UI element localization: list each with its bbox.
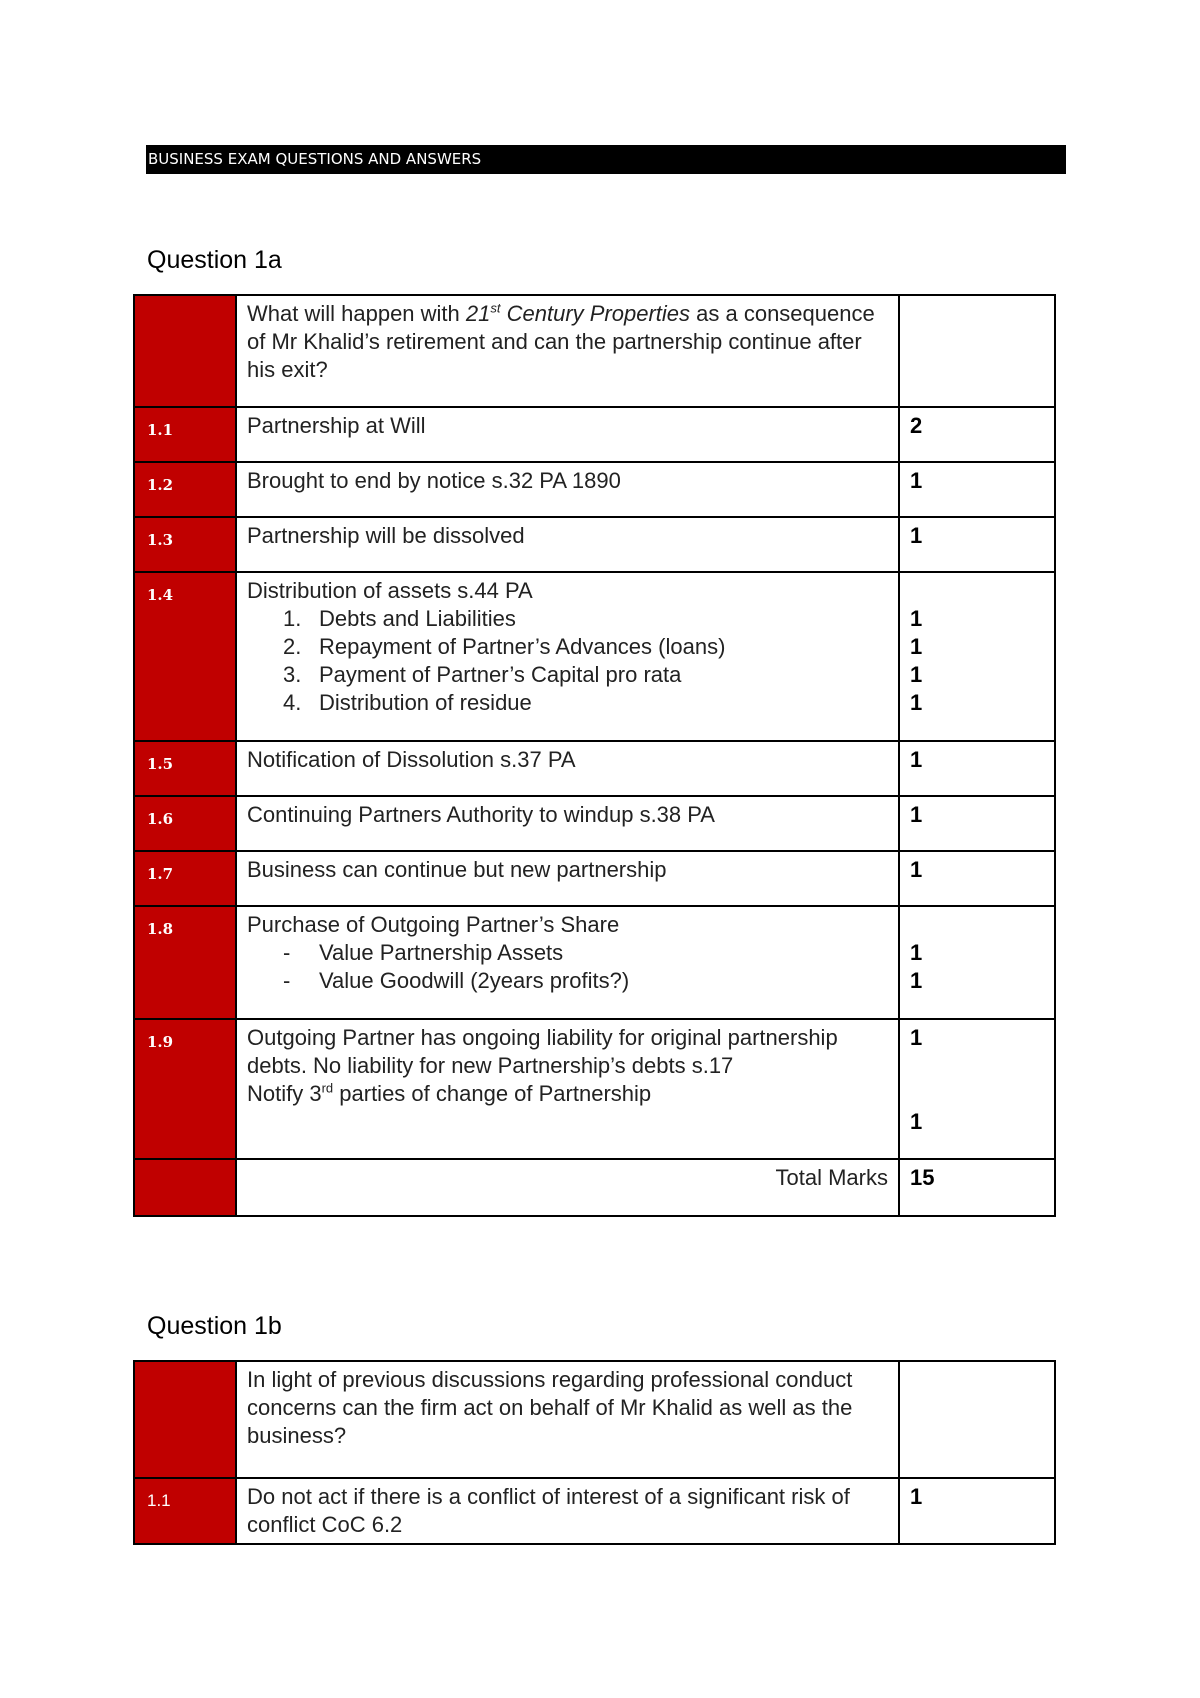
row-number: 1.3 xyxy=(134,517,236,572)
row-mark: 2 xyxy=(899,407,1055,462)
document-header-bar xyxy=(146,145,1066,174)
row-text: Partnership at Will xyxy=(236,407,899,462)
row-mark: 1 xyxy=(899,796,1055,851)
row-mark: 1 xyxy=(899,851,1055,906)
row-number: 1.1 xyxy=(134,407,236,462)
row-mark: 1 xyxy=(899,741,1055,796)
row-mark: 1 1 xyxy=(899,906,1055,1019)
row-number: 1.2 xyxy=(134,462,236,517)
row-text: Brought to end by notice s.32 PA 1890 xyxy=(236,462,899,517)
row-number: 1.6 xyxy=(134,796,236,851)
table-row xyxy=(134,407,1055,462)
mark-cell xyxy=(899,295,1055,407)
document-header-title: BUSINESS EXAM QUESTIONS AND ANSWERS xyxy=(148,150,482,168)
row-number-cell xyxy=(134,1361,236,1478)
row-text: Notification of Dissolution s.37 PA xyxy=(236,741,899,796)
table-row xyxy=(134,1361,1055,1478)
row-number: 1.5 xyxy=(134,741,236,796)
row-mark: 1 1 1 1 xyxy=(899,572,1055,741)
row-text: Continuing Partners Authority to windup s.38 PA xyxy=(236,796,899,851)
row-text: Partnership will be dissolved xyxy=(236,517,899,572)
row-number-cell xyxy=(134,1159,236,1216)
row-number: 1.1 xyxy=(134,1478,236,1544)
total-marks-label: Total Marks xyxy=(236,1159,899,1216)
list-item: 2. Repayment of Partner’s Advances (loans) xyxy=(283,634,726,659)
table-row xyxy=(134,1478,1055,1544)
row-mark: 1 xyxy=(899,517,1055,572)
row-text: Do not act if there is a conflict of interest of a significant risk of conflict CoC 6.2 xyxy=(236,1478,899,1544)
row-mark: 1 xyxy=(899,462,1055,517)
table-row xyxy=(134,1159,1055,1216)
row-mark: 1 1 xyxy=(899,1019,1055,1159)
total-marks-value: 15 xyxy=(899,1159,1055,1216)
row-text: Outgoing Partner has ongoing liability for original partnership debts. No liability for new Partnership’s debts s.17 Notify 3rd parties of change of Partnership xyxy=(236,1019,899,1159)
question-1b-heading: Question 1b xyxy=(147,1312,282,1340)
list-item: - Value Goodwill (2years profits?) xyxy=(283,968,630,993)
row-text: Distribution of assets s.44 PA 1. Debts and Liabilities 2. Repayment of Partner’s Advances (loans) 3. Payment of Partner’s Capital pro rata 4. Distribution of residue xyxy=(236,572,899,741)
table-row xyxy=(134,462,1055,517)
table-row xyxy=(134,906,1055,1019)
question-1a-heading: Question 1a xyxy=(147,246,282,274)
table-row xyxy=(134,572,1055,741)
table-row xyxy=(134,1019,1055,1159)
row-text: Purchase of Outgoing Partner’s Share - Value Partnership Assets - Value Goodwill (2years profits?) xyxy=(236,906,899,1019)
table-row xyxy=(134,851,1055,906)
row-text: Business can continue but new partnership xyxy=(236,851,899,906)
table-row xyxy=(134,741,1055,796)
mark-cell xyxy=(899,1361,1055,1478)
list-item: - Value Partnership Assets xyxy=(283,940,564,965)
list-item: 1. Debts and Liabilities xyxy=(283,606,516,631)
question-prompt: What will happen with 21st Century Properties as a consequence of Mr Khalid’s retirement and can the partnership continue after his exit? xyxy=(236,295,899,407)
row-number: 1.7 xyxy=(134,851,236,906)
table-row xyxy=(134,517,1055,572)
question-1a-table xyxy=(133,294,1056,1217)
row-number: 1.8 xyxy=(134,906,236,1019)
list-item: 4. Distribution of residue xyxy=(283,690,532,715)
row-number: 1.9 xyxy=(134,1019,236,1159)
question-1b-table xyxy=(133,1360,1056,1545)
question-prompt: In light of previous discussions regarding professional conduct concerns can the firm act on behalf of Mr Khalid as well as the business? xyxy=(236,1361,899,1478)
table-row xyxy=(134,796,1055,851)
row-number-cell xyxy=(134,295,236,407)
table-row xyxy=(134,295,1055,407)
row-mark: 1 xyxy=(899,1478,1055,1544)
row-number: 1.4 xyxy=(134,572,236,741)
list-item: 3. Payment of Partner’s Capital pro rata xyxy=(283,662,682,687)
